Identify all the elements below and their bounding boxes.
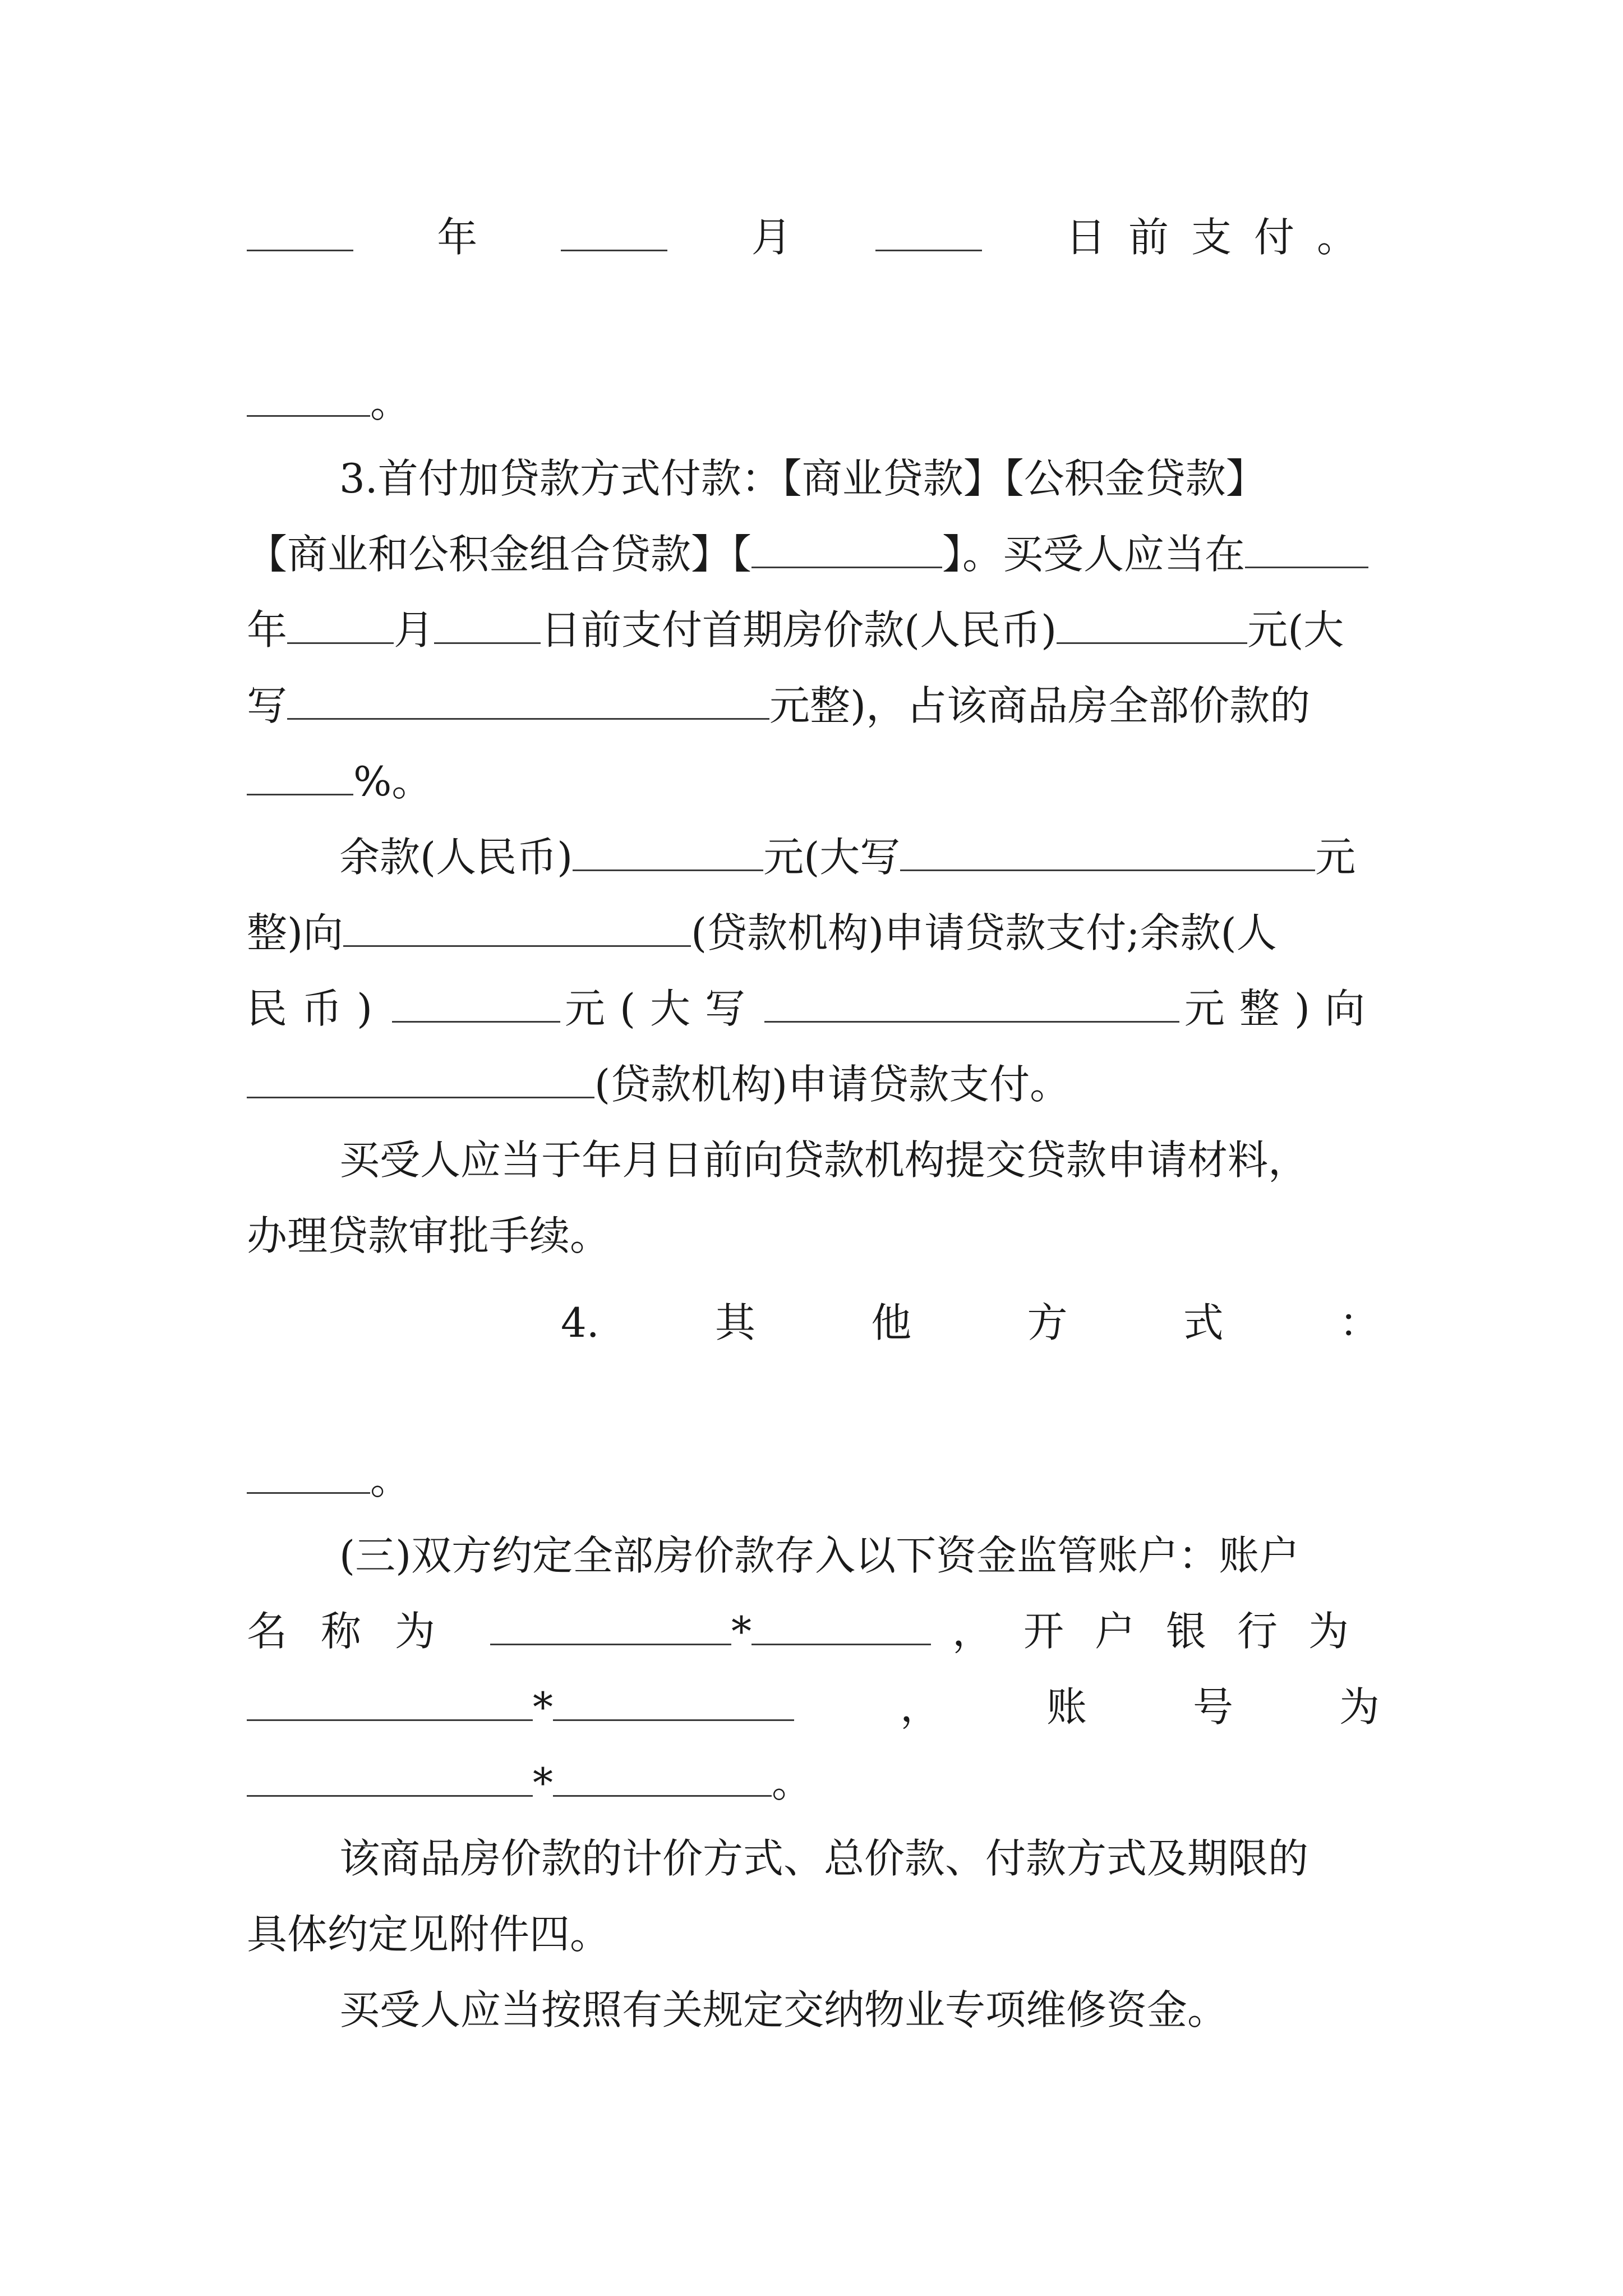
whole-to-text: 整)向 [247,909,344,956]
account-number-blank-b [553,1756,772,1797]
blank-end-line-2 [247,1453,1380,1507]
month-blank-2 [287,603,394,644]
yuan-big-write-text: 元(大写 [763,834,901,881]
p9-line1: 买受人应当按照有关规定交纳物业专项维修资金。 [339,1986,1228,2033]
percentage-of-total-text: 元整)，占该商品房全部价款的 [769,682,1311,729]
year-blank-2 [1245,527,1368,568]
p3-line2-b: 】。买受人应当在 [942,531,1246,578]
p4-line3 [247,982,1380,1036]
p5-line2: 办理贷款审批手续。 [247,1212,611,1259]
year-label-2: 年 [247,606,288,654]
colon: ： [1339,1299,1380,1346]
yuan-big-write-text-2: 元(大写 [564,985,760,1032]
full-blank [247,303,1368,342]
bank-blank-b [553,1680,794,1721]
yuan-text: 元 [1315,834,1356,881]
char-qi: 其 [714,1299,755,1346]
p8-line2: 具体约定见附件四。 [247,1911,611,1958]
p4-line2 [247,906,1380,960]
full-blank-2 [247,1380,1368,1419]
account-number-blank-a [247,1756,533,1797]
payment-date-line [247,210,1380,264]
percent-sign: %。 [353,758,432,805]
apply-loan-text-2: (贷款机构)申请贷款支付。 [594,1061,1071,1108]
p4-line1 [247,830,1380,884]
period-3: 。 [772,1759,813,1806]
p7-line2 [247,1604,1380,1658]
write-label: 写 [247,682,288,729]
p3-line4 [247,679,1380,733]
char-hao: 号 [1192,1683,1233,1731]
bank-field [247,1680,794,1734]
balance-amount-blank [573,830,763,871]
short-blank [247,376,370,417]
p7-line1: (三)双方约定全部房价款存入以下资金监管账户：账户 [339,1532,1300,1579]
month-label-2: 月 [394,606,435,654]
period: 。 [370,379,411,426]
p3-line2-a: 【商业和公积金组合贷款】【 [247,531,752,578]
percent-blank [247,754,353,795]
yuan-big-text: 元(大 [1247,606,1344,654]
period-2: 。 [370,1456,411,1503]
account-name-blank-a [490,1604,731,1645]
p7-line3 [247,1680,1380,1734]
month-label: 月 [751,214,792,261]
p3-line3 [247,603,1380,657]
comma: ， [900,1683,940,1731]
char-ta: 他 [871,1299,912,1346]
char-wei: 为 [1339,1683,1380,1731]
full-blank-line-1 [247,303,1380,342]
balance-rmb-text: 余款(人民币) [339,834,573,881]
down-payment-text: 日前支付首期房价款(人民币) [541,606,1057,654]
char-zhang: 账 [1046,1683,1087,1731]
balance-amount-blank-2 [392,982,560,1023]
p8-line1: 该商品房价款的计价方式、总价款、付款方式及期限的 [339,1835,1309,1882]
bank-label: ，开户银行为 [952,1608,1380,1655]
rmb-text: 民币) [247,985,388,1032]
account-name-blank-b [751,1604,931,1645]
loan-institution-blank [343,906,691,947]
account-name-label: 名称为 [247,1608,469,1655]
char-shi: 式 [1183,1299,1224,1346]
bank-blank-a [247,1680,533,1721]
blank-end-line-1 [247,376,1380,430]
apply-loan-text: (贷款机构)申请贷款支付;余款(人 [691,909,1277,956]
p3-line2 [247,527,1380,581]
short-blank-2 [247,1453,370,1494]
asterisk-2: * [533,1683,553,1731]
char-fang: 方 [1027,1299,1068,1346]
p3-line1: 3.首付加贷款方式付款：【商业贷款】【公积金贷款】 [339,455,1266,502]
yuan-whole-to-text: 元整)向 [1184,985,1380,1032]
full-blank-line-2 [247,1380,1380,1419]
pay-before-text: 日前支付。 [1065,214,1380,261]
balance-capital-blank-2 [764,982,1179,1023]
asterisk: * [731,1608,751,1655]
p7-line4 [247,1756,1380,1810]
p5-line1: 买受人应当于年月日前向贷款机构提交贷款申请材料， [339,1137,1309,1184]
account-name-field [490,1604,931,1658]
loan-type-blank [751,527,942,568]
p3-line5 [247,754,1380,808]
day-blank [875,210,982,251]
balance-capital-blank [900,830,1315,871]
month-blank [561,210,667,251]
year-blank [247,210,353,251]
item-number: 4. [561,1299,600,1346]
capital-amount-blank [287,679,769,720]
p4-line4 [247,1057,1380,1111]
loan-institution-blank-2 [247,1057,594,1098]
asterisk-3: * [533,1759,553,1806]
down-payment-amount-blank [1057,603,1247,644]
other-method-line [561,1296,1380,1350]
year-label: 年 [437,214,478,261]
day-blank-2 [434,603,541,644]
